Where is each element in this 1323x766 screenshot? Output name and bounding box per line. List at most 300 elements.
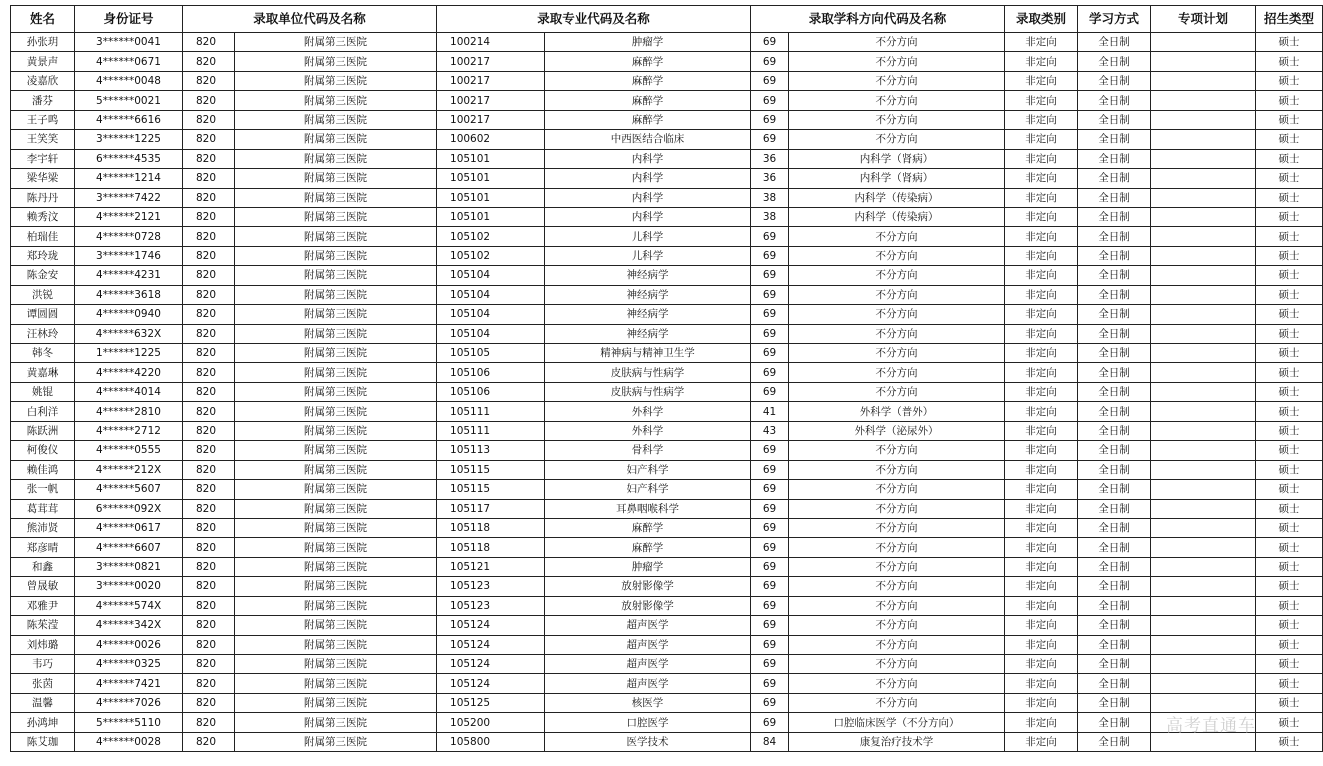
cell-special-plan bbox=[1151, 460, 1256, 479]
cell-direction-name: 内科学（肾病） bbox=[789, 169, 1005, 188]
cell-direction-name: 不分方向 bbox=[789, 130, 1005, 149]
cell-direction-code: 69 bbox=[751, 480, 789, 499]
table-row bbox=[11, 460, 1323, 479]
cell-direction-code: 69 bbox=[751, 499, 789, 518]
cell-unit-code: 820 bbox=[183, 655, 235, 674]
cell-enrollment-type: 硕士 bbox=[1256, 324, 1323, 343]
cell-major-code: 105101 bbox=[437, 149, 545, 168]
cell-direction-name: 不分方向 bbox=[789, 305, 1005, 324]
cell-category: 非定向 bbox=[1005, 421, 1078, 440]
cell-special-plan bbox=[1151, 285, 1256, 304]
cell-category: 非定向 bbox=[1005, 188, 1078, 207]
cell-major-code: 105800 bbox=[437, 732, 545, 751]
cell-study-mode: 全日制 bbox=[1078, 421, 1151, 440]
cell-study-mode: 全日制 bbox=[1078, 71, 1151, 90]
cell-direction-code: 38 bbox=[751, 207, 789, 226]
cell-name: 王笑笑 bbox=[11, 130, 75, 149]
table-row bbox=[11, 674, 1323, 693]
cell-major-name: 麻醉学 bbox=[545, 110, 751, 129]
cell-direction-code: 69 bbox=[751, 557, 789, 576]
cell-direction-name: 不分方向 bbox=[789, 616, 1005, 635]
header-major: 录取专业代码及名称 bbox=[437, 6, 751, 33]
header-id-number: 身份证号 bbox=[75, 6, 183, 33]
cell-name: 韦巧 bbox=[11, 655, 75, 674]
cell-category: 非定向 bbox=[1005, 266, 1078, 285]
cell-id-number: 4******4231 bbox=[75, 266, 183, 285]
cell-id-number: 5******5110 bbox=[75, 713, 183, 732]
cell-category: 非定向 bbox=[1005, 71, 1078, 90]
cell-unit-code: 820 bbox=[183, 149, 235, 168]
cell-major-name: 精神病与精神卫生学 bbox=[545, 344, 751, 363]
cell-special-plan bbox=[1151, 33, 1256, 52]
cell-major-name: 神经病学 bbox=[545, 266, 751, 285]
table-row bbox=[11, 266, 1323, 285]
cell-major-code: 105125 bbox=[437, 693, 545, 712]
cell-enrollment-type: 硕士 bbox=[1256, 577, 1323, 596]
cell-study-mode: 全日制 bbox=[1078, 149, 1151, 168]
cell-enrollment-type: 硕士 bbox=[1256, 596, 1323, 615]
cell-major-code: 105123 bbox=[437, 577, 545, 596]
cell-unit-name: 附属第三医院 bbox=[235, 324, 437, 343]
cell-unit-name: 附属第三医院 bbox=[235, 363, 437, 382]
cell-unit-code: 820 bbox=[183, 460, 235, 479]
cell-major-code: 105106 bbox=[437, 382, 545, 401]
cell-id-number: 4******574X bbox=[75, 596, 183, 615]
cell-direction-name: 不分方向 bbox=[789, 655, 1005, 674]
cell-unit-name: 附属第三医院 bbox=[235, 52, 437, 71]
cell-special-plan bbox=[1151, 518, 1256, 537]
cell-direction-code: 69 bbox=[751, 324, 789, 343]
table-row bbox=[11, 693, 1323, 712]
cell-enrollment-type: 硕士 bbox=[1256, 674, 1323, 693]
cell-special-plan bbox=[1151, 382, 1256, 401]
cell-id-number: 4******0671 bbox=[75, 52, 183, 71]
cell-study-mode: 全日制 bbox=[1078, 674, 1151, 693]
cell-study-mode: 全日制 bbox=[1078, 324, 1151, 343]
cell-id-number: 6******092X bbox=[75, 499, 183, 518]
cell-unit-code: 820 bbox=[183, 33, 235, 52]
cell-id-number: 4******2121 bbox=[75, 207, 183, 226]
cell-unit-code: 820 bbox=[183, 577, 235, 596]
cell-unit-code: 820 bbox=[183, 305, 235, 324]
cell-id-number: 4******6616 bbox=[75, 110, 183, 129]
cell-direction-code: 69 bbox=[751, 577, 789, 596]
cell-major-name: 神经病学 bbox=[545, 305, 751, 324]
cell-name: 赖佳鸿 bbox=[11, 460, 75, 479]
cell-enrollment-type: 硕士 bbox=[1256, 188, 1323, 207]
cell-major-name: 内科学 bbox=[545, 149, 751, 168]
cell-special-plan bbox=[1151, 169, 1256, 188]
cell-name: 陈金安 bbox=[11, 266, 75, 285]
cell-enrollment-type: 硕士 bbox=[1256, 499, 1323, 518]
cell-direction-name: 不分方向 bbox=[789, 382, 1005, 401]
cell-enrollment-type: 硕士 bbox=[1256, 246, 1323, 265]
cell-direction-name: 不分方向 bbox=[789, 480, 1005, 499]
cell-major-name: 外科学 bbox=[545, 402, 751, 421]
cell-direction-name: 不分方向 bbox=[789, 110, 1005, 129]
cell-id-number: 4******0026 bbox=[75, 635, 183, 654]
cell-study-mode: 全日制 bbox=[1078, 344, 1151, 363]
table-row bbox=[11, 363, 1323, 382]
cell-enrollment-type: 硕士 bbox=[1256, 713, 1323, 732]
cell-study-mode: 全日制 bbox=[1078, 596, 1151, 615]
table-row bbox=[11, 110, 1323, 129]
cell-special-plan bbox=[1151, 266, 1256, 285]
cell-major-name: 超声医学 bbox=[545, 655, 751, 674]
cell-id-number: 3******1746 bbox=[75, 246, 183, 265]
cell-special-plan bbox=[1151, 577, 1256, 596]
cell-unit-code: 820 bbox=[183, 499, 235, 518]
cell-major-name: 麻醉学 bbox=[545, 71, 751, 90]
cell-id-number: 4******5607 bbox=[75, 480, 183, 499]
cell-major-name: 耳鼻咽喉科学 bbox=[545, 499, 751, 518]
cell-unit-name: 附属第三医院 bbox=[235, 480, 437, 499]
cell-study-mode: 全日制 bbox=[1078, 480, 1151, 499]
cell-direction-name: 不分方向 bbox=[789, 557, 1005, 576]
cell-special-plan bbox=[1151, 480, 1256, 499]
cell-special-plan bbox=[1151, 421, 1256, 440]
cell-name: 梁华梁 bbox=[11, 169, 75, 188]
cell-unit-code: 820 bbox=[183, 227, 235, 246]
cell-enrollment-type: 硕士 bbox=[1256, 91, 1323, 110]
cell-major-code: 105124 bbox=[437, 674, 545, 693]
cell-unit-code: 820 bbox=[183, 363, 235, 382]
cell-major-name: 医学技术 bbox=[545, 732, 751, 751]
cell-special-plan bbox=[1151, 91, 1256, 110]
cell-direction-name: 不分方向 bbox=[789, 693, 1005, 712]
cell-major-code: 105124 bbox=[437, 655, 545, 674]
cell-major-code: 105105 bbox=[437, 344, 545, 363]
cell-unit-name: 附属第三医院 bbox=[235, 227, 437, 246]
cell-study-mode: 全日制 bbox=[1078, 207, 1151, 226]
cell-study-mode: 全日制 bbox=[1078, 732, 1151, 751]
table-row bbox=[11, 188, 1323, 207]
cell-unit-name: 附属第三医院 bbox=[235, 344, 437, 363]
cell-enrollment-type: 硕士 bbox=[1256, 227, 1323, 246]
header-row bbox=[11, 6, 1323, 33]
cell-category: 非定向 bbox=[1005, 557, 1078, 576]
cell-unit-code: 820 bbox=[183, 344, 235, 363]
cell-unit-name: 附属第三医院 bbox=[235, 305, 437, 324]
cell-unit-code: 820 bbox=[183, 518, 235, 537]
table-row bbox=[11, 480, 1323, 499]
cell-unit-name: 附属第三医院 bbox=[235, 655, 437, 674]
cell-id-number: 4******0325 bbox=[75, 655, 183, 674]
cell-category: 非定向 bbox=[1005, 382, 1078, 401]
cell-direction-code: 69 bbox=[751, 52, 789, 71]
cell-major-name: 内科学 bbox=[545, 188, 751, 207]
cell-category: 非定向 bbox=[1005, 538, 1078, 557]
table-row bbox=[11, 207, 1323, 226]
cell-name: 和鑫 bbox=[11, 557, 75, 576]
cell-direction-code: 69 bbox=[751, 227, 789, 246]
table-row bbox=[11, 577, 1323, 596]
cell-special-plan bbox=[1151, 538, 1256, 557]
cell-major-code: 105124 bbox=[437, 635, 545, 654]
cell-name: 柯俊仪 bbox=[11, 441, 75, 460]
cell-name: 洪锐 bbox=[11, 285, 75, 304]
table-row bbox=[11, 130, 1323, 149]
cell-special-plan bbox=[1151, 130, 1256, 149]
cell-major-name: 核医学 bbox=[545, 693, 751, 712]
cell-major-code: 105102 bbox=[437, 227, 545, 246]
cell-category: 非定向 bbox=[1005, 499, 1078, 518]
cell-unit-code: 820 bbox=[183, 71, 235, 90]
cell-enrollment-type: 硕士 bbox=[1256, 363, 1323, 382]
cell-unit-code: 820 bbox=[183, 480, 235, 499]
cell-id-number: 1******1225 bbox=[75, 344, 183, 363]
cell-unit-name: 附属第三医院 bbox=[235, 71, 437, 90]
cell-id-number: 6******4535 bbox=[75, 149, 183, 168]
cell-name: 汪林玲 bbox=[11, 324, 75, 343]
cell-major-name: 儿科学 bbox=[545, 246, 751, 265]
table-row bbox=[11, 441, 1323, 460]
cell-name: 张一帆 bbox=[11, 480, 75, 499]
table-row bbox=[11, 518, 1323, 537]
cell-name: 张茵 bbox=[11, 674, 75, 693]
cell-unit-name: 附属第三医院 bbox=[235, 207, 437, 226]
cell-category: 非定向 bbox=[1005, 130, 1078, 149]
cell-name: 陈艾珈 bbox=[11, 732, 75, 751]
table-row bbox=[11, 227, 1323, 246]
cell-unit-name: 附属第三医院 bbox=[235, 557, 437, 576]
cell-direction-code: 69 bbox=[751, 71, 789, 90]
cell-id-number: 4******0048 bbox=[75, 71, 183, 90]
cell-direction-name: 不分方向 bbox=[789, 344, 1005, 363]
cell-major-name: 肿瘤学 bbox=[545, 557, 751, 576]
cell-direction-name: 外科学（泌尿外） bbox=[789, 421, 1005, 440]
cell-major-code: 105104 bbox=[437, 266, 545, 285]
table-row bbox=[11, 33, 1323, 52]
cell-special-plan bbox=[1151, 188, 1256, 207]
cell-major-code: 105115 bbox=[437, 480, 545, 499]
cell-enrollment-type: 硕士 bbox=[1256, 635, 1323, 654]
cell-unit-name: 附属第三医院 bbox=[235, 382, 437, 401]
cell-unit-name: 附属第三医院 bbox=[235, 130, 437, 149]
cell-major-code: 105101 bbox=[437, 207, 545, 226]
cell-direction-code: 69 bbox=[751, 246, 789, 265]
cell-name: 葛茸茸 bbox=[11, 499, 75, 518]
cell-category: 非定向 bbox=[1005, 344, 1078, 363]
cell-id-number: 4******0555 bbox=[75, 441, 183, 460]
cell-direction-code: 69 bbox=[751, 130, 789, 149]
cell-category: 非定向 bbox=[1005, 480, 1078, 499]
cell-direction-code: 69 bbox=[751, 305, 789, 324]
cell-study-mode: 全日制 bbox=[1078, 693, 1151, 712]
cell-name: 陈茱滢 bbox=[11, 616, 75, 635]
cell-id-number: 4******3618 bbox=[75, 285, 183, 304]
cell-id-number: 4******4220 bbox=[75, 363, 183, 382]
cell-major-name: 皮肤病与性病学 bbox=[545, 363, 751, 382]
cell-major-name: 麻醉学 bbox=[545, 91, 751, 110]
cell-unit-code: 820 bbox=[183, 382, 235, 401]
cell-category: 非定向 bbox=[1005, 91, 1078, 110]
cell-unit-name: 附属第三医院 bbox=[235, 266, 437, 285]
cell-id-number: 4******0940 bbox=[75, 305, 183, 324]
cell-unit-code: 820 bbox=[183, 169, 235, 188]
cell-enrollment-type: 硕士 bbox=[1256, 382, 1323, 401]
cell-unit-code: 820 bbox=[183, 188, 235, 207]
cell-enrollment-type: 硕士 bbox=[1256, 402, 1323, 421]
cell-category: 非定向 bbox=[1005, 227, 1078, 246]
cell-category: 非定向 bbox=[1005, 402, 1078, 421]
cell-special-plan bbox=[1151, 693, 1256, 712]
cell-direction-name: 不分方向 bbox=[789, 324, 1005, 343]
cell-enrollment-type: 硕士 bbox=[1256, 441, 1323, 460]
cell-enrollment-type: 硕士 bbox=[1256, 655, 1323, 674]
cell-study-mode: 全日制 bbox=[1078, 52, 1151, 71]
cell-name: 陈丹丹 bbox=[11, 188, 75, 207]
table-row bbox=[11, 91, 1323, 110]
cell-id-number: 4******342X bbox=[75, 616, 183, 635]
cell-direction-code: 69 bbox=[751, 91, 789, 110]
cell-major-code: 105101 bbox=[437, 169, 545, 188]
watermark-text: 高考直通车 bbox=[1166, 716, 1256, 736]
cell-category: 非定向 bbox=[1005, 110, 1078, 129]
cell-id-number: 3******0041 bbox=[75, 33, 183, 52]
table-row bbox=[11, 596, 1323, 615]
cell-unit-name: 附属第三医院 bbox=[235, 518, 437, 537]
table-row bbox=[11, 149, 1323, 168]
cell-category: 非定向 bbox=[1005, 305, 1078, 324]
cell-special-plan bbox=[1151, 616, 1256, 635]
cell-category: 非定向 bbox=[1005, 596, 1078, 615]
cell-major-code: 105104 bbox=[437, 285, 545, 304]
cell-direction-code: 69 bbox=[751, 33, 789, 52]
cell-unit-name: 附属第三医院 bbox=[235, 402, 437, 421]
cell-unit-code: 820 bbox=[183, 324, 235, 343]
cell-direction-code: 69 bbox=[751, 518, 789, 537]
cell-unit-name: 附属第三医院 bbox=[235, 732, 437, 751]
cell-enrollment-type: 硕士 bbox=[1256, 169, 1323, 188]
cell-major-name: 内科学 bbox=[545, 207, 751, 226]
cell-name: 谭圆圆 bbox=[11, 305, 75, 324]
cell-direction-code: 43 bbox=[751, 421, 789, 440]
cell-category: 非定向 bbox=[1005, 363, 1078, 382]
cell-category: 非定向 bbox=[1005, 655, 1078, 674]
cell-direction-code: 69 bbox=[751, 266, 789, 285]
cell-major-name: 妇产科学 bbox=[545, 460, 751, 479]
cell-category: 非定向 bbox=[1005, 518, 1078, 537]
cell-direction-name: 不分方向 bbox=[789, 635, 1005, 654]
cell-name: 温馨 bbox=[11, 693, 75, 712]
cell-major-name: 妇产科学 bbox=[545, 480, 751, 499]
table-row bbox=[11, 169, 1323, 188]
cell-major-code: 105102 bbox=[437, 246, 545, 265]
cell-enrollment-type: 硕士 bbox=[1256, 460, 1323, 479]
cell-special-plan bbox=[1151, 110, 1256, 129]
header-study-mode: 学习方式 bbox=[1078, 6, 1151, 33]
cell-id-number: 5******0021 bbox=[75, 91, 183, 110]
cell-direction-name: 外科学（普外） bbox=[789, 402, 1005, 421]
cell-direction-name: 内科学（传染病） bbox=[789, 207, 1005, 226]
cell-unit-code: 820 bbox=[183, 91, 235, 110]
cell-category: 非定向 bbox=[1005, 732, 1078, 751]
cell-id-number: 3******0020 bbox=[75, 577, 183, 596]
cell-category: 非定向 bbox=[1005, 693, 1078, 712]
cell-special-plan bbox=[1151, 402, 1256, 421]
cell-direction-code: 69 bbox=[751, 363, 789, 382]
cell-unit-name: 附属第三医院 bbox=[235, 91, 437, 110]
cell-study-mode: 全日制 bbox=[1078, 577, 1151, 596]
cell-enrollment-type: 硕士 bbox=[1256, 285, 1323, 304]
cell-enrollment-type: 硕士 bbox=[1256, 33, 1323, 52]
cell-category: 非定向 bbox=[1005, 52, 1078, 71]
cell-special-plan bbox=[1151, 363, 1256, 382]
cell-special-plan bbox=[1151, 149, 1256, 168]
cell-category: 非定向 bbox=[1005, 169, 1078, 188]
cell-direction-name: 不分方向 bbox=[789, 518, 1005, 537]
cell-category: 非定向 bbox=[1005, 616, 1078, 635]
cell-enrollment-type: 硕士 bbox=[1256, 538, 1323, 557]
cell-special-plan bbox=[1151, 499, 1256, 518]
cell-enrollment-type: 硕士 bbox=[1256, 266, 1323, 285]
cell-study-mode: 全日制 bbox=[1078, 557, 1151, 576]
cell-major-name: 中西医结合临床 bbox=[545, 130, 751, 149]
cell-study-mode: 全日制 bbox=[1078, 130, 1151, 149]
cell-special-plan bbox=[1151, 324, 1256, 343]
cell-unit-code: 820 bbox=[183, 110, 235, 129]
admission-table bbox=[10, 5, 1323, 752]
cell-unit-name: 附属第三医院 bbox=[235, 499, 437, 518]
cell-id-number: 3******7422 bbox=[75, 188, 183, 207]
cell-name: 黄景声 bbox=[11, 52, 75, 71]
cell-unit-code: 820 bbox=[183, 52, 235, 71]
cell-name: 潘芬 bbox=[11, 91, 75, 110]
cell-id-number: 4******7026 bbox=[75, 693, 183, 712]
table-row bbox=[11, 285, 1323, 304]
table-row bbox=[11, 538, 1323, 557]
cell-name: 邓雅尹 bbox=[11, 596, 75, 615]
cell-major-code: 100602 bbox=[437, 130, 545, 149]
cell-category: 非定向 bbox=[1005, 246, 1078, 265]
cell-study-mode: 全日制 bbox=[1078, 441, 1151, 460]
cell-id-number: 3******0821 bbox=[75, 557, 183, 576]
cell-direction-code: 84 bbox=[751, 732, 789, 751]
cell-unit-code: 820 bbox=[183, 285, 235, 304]
cell-direction-name: 口腔临床医学（不分方向） bbox=[789, 713, 1005, 732]
cell-enrollment-type: 硕士 bbox=[1256, 207, 1323, 226]
table-row bbox=[11, 732, 1323, 751]
cell-special-plan bbox=[1151, 344, 1256, 363]
cell-major-name: 神经病学 bbox=[545, 285, 751, 304]
cell-unit-name: 附属第三医院 bbox=[235, 169, 437, 188]
cell-major-name: 神经病学 bbox=[545, 324, 751, 343]
cell-unit-name: 附属第三医院 bbox=[235, 246, 437, 265]
cell-enrollment-type: 硕士 bbox=[1256, 732, 1323, 751]
cell-name: 凌嘉欣 bbox=[11, 71, 75, 90]
cell-direction-name: 不分方向 bbox=[789, 285, 1005, 304]
cell-major-code: 105117 bbox=[437, 499, 545, 518]
cell-unit-name: 附属第三医院 bbox=[235, 635, 437, 654]
cell-direction-code: 69 bbox=[751, 713, 789, 732]
cell-study-mode: 全日制 bbox=[1078, 33, 1151, 52]
cell-direction-code: 69 bbox=[751, 538, 789, 557]
cell-id-number: 4******632X bbox=[75, 324, 183, 343]
cell-direction-name: 不分方向 bbox=[789, 441, 1005, 460]
cell-category: 非定向 bbox=[1005, 460, 1078, 479]
cell-name: 孙鸿坤 bbox=[11, 713, 75, 732]
cell-category: 非定向 bbox=[1005, 635, 1078, 654]
cell-special-plan bbox=[1151, 246, 1256, 265]
header-unit: 录取单位代码及名称 bbox=[183, 6, 437, 33]
cell-category: 非定向 bbox=[1005, 577, 1078, 596]
cell-study-mode: 全日制 bbox=[1078, 266, 1151, 285]
cell-unit-name: 附属第三医院 bbox=[235, 421, 437, 440]
cell-major-name: 皮肤病与性病学 bbox=[545, 382, 751, 401]
cell-direction-name: 不分方向 bbox=[789, 71, 1005, 90]
cell-major-name: 放射影像学 bbox=[545, 577, 751, 596]
